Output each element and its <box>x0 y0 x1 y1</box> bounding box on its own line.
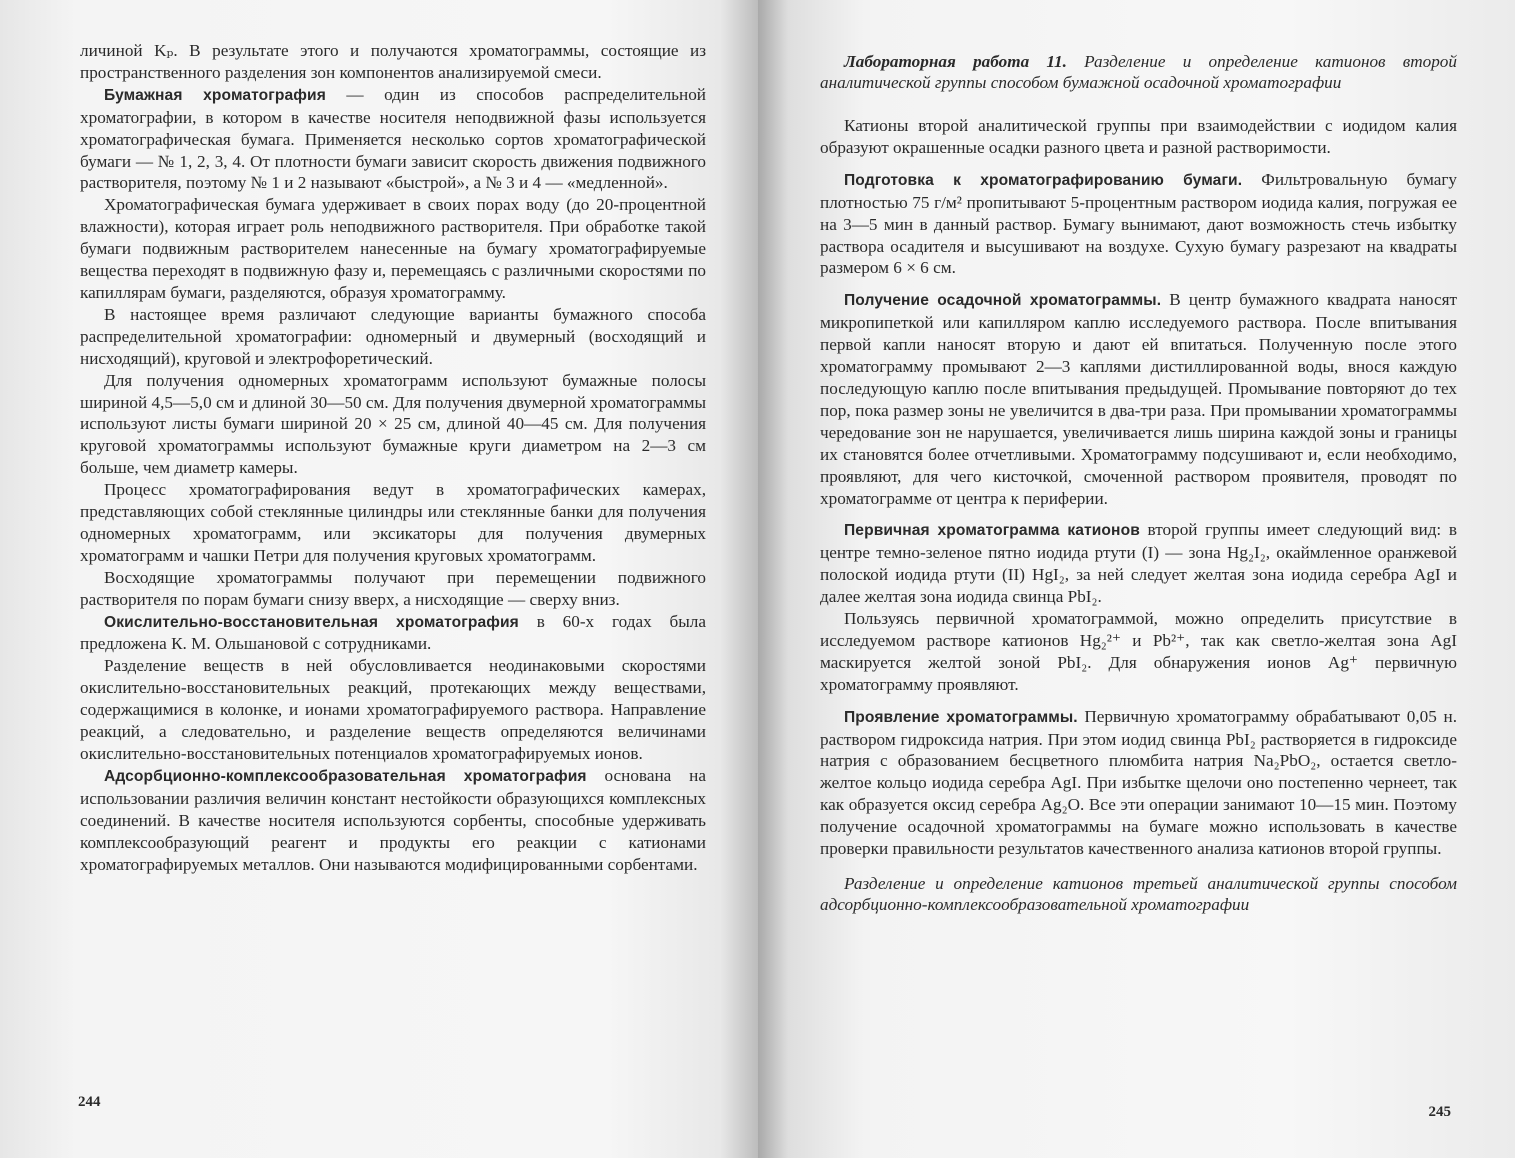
paragraph-body: В центр бумажного квадрата наносят микропипеткой или капилляром каплю исследуемого раствора. После впитывания первой капли наносят вторую и дают ей впитаться. Полученную после этого хроматограмму промывают 2—3 каплями дистиллированной воды, внося каждую последующую каплю после впитывания предыдущей. Промывание повторяют до тех пор, пока размер зоны не увеличится в два-три раза. При промывании хроматограммы чередование зон не нарушается, увеличивается лишь ширина каждой зоны и границы их становятся более отчетливыми. Хроматограмму подсушивают и, если необходимо, проявляют, для чего кисточкой, смоченной раствором проявителя, проводят по хроматограмме от центра к периферии. <box>820 290 1457 508</box>
term-adsorption-chromatography: Адсорбционно-комплексообразовательная хроматография <box>104 767 587 785</box>
paragraph <box>80 84 706 195</box>
paragraph <box>80 611 706 656</box>
page-number: 245 <box>1428 1104 1451 1120</box>
paragraph-body: второй группы имеет следующий вид: в центре темно-зеленое пятно иодида ртути (I) — зона Hg₂I₂, окаймленное оранжевой полоской иодида ртути (II) HgI₂, за ней следует желтая зона иодида серебра AgI и далее желтая зона иодида свинца PbI₂. <box>820 520 1457 607</box>
term-primary-chromatogram: Первичная хроматограмма катионов <box>844 522 1140 540</box>
paragraph: Для получения одномерных хроматограмм используют бумажные полосы шириной 4,5—5,0 см и длиной 30—50 см. Для получения двумерной хроматограммы используют листы бумаги шириной 20 × 25 см, длиной 40—45 см. Для получения круговой хроматограммы используют бумажные круги диаметром на 2—3 см больше, чем диаметр камеры. <box>80 370 707 478</box>
paragraph: В настоящее время различают следующие варианты бумажного способа распределительной хроматографии: одномерный и двумерный (восходящий и нисходящий), круговой и электрофоретический. <box>80 304 706 368</box>
paragraph-body: основана на использовании различия величин констант нестойкости образующихся комплексных соединений. В качестве носителя используются сорбенты, способные удерживать комплексообразующий реагент и продукты его реакции с катионами хроматографируемых металлов. Они называются модифицированными сорбентами. <box>80 765 706 874</box>
lab-work-heading <box>820 52 1457 93</box>
paragraph-body: Первичную хроматограмму обрабатывают 0,05 н. раствором гидроксида натрия. При этом иодид свинца PbI₂ растворяется в гидроксиде натрия с образованием бесцветного плюмбита натрия Na₂PbO₂, остается светло-желтое кольцо иодида серебра AgI. При избытке щелочи оно постепенно чернеет, так как образуется оксид серебра Ag₂O. Все эти операции занимают 10—15 мин. Поэтому получение осадочной хроматограммы на бумаге можно использовать в качестве проверки правильности результатов качественного анализа катионов второй группы. <box>820 706 1457 859</box>
lab-work-title: Лабораторная работа 11. <box>844 52 1067 71</box>
paragraph <box>820 519 1457 608</box>
paragraph-body: в 60-х годах была предложена К. М. Ольшановой с сотрудниками. <box>80 611 706 654</box>
term-paper-preparation: Подготовка к хроматографированию бумаги. <box>844 171 1243 189</box>
term-developing-chromatogram: Проявление хроматограммы. <box>844 708 1078 726</box>
term-paper-chromatography: Бумажная хроматография <box>104 86 326 104</box>
paragraph-body: — один из способов распределительной хроматографии, в котором в качестве носителя неподвижной фазы используется хроматографическая бумага. Применяется несколько сортов хроматографической бумаги — № 1, 2, 3, 4. От плотности бумаги зависит скорость движения подвижного растворителя, поэтому № 1 и 2 называют «быстрой», а № 3 и 4 — «медленной». <box>80 84 706 193</box>
term-redox-chromatography: Окислительно-восстановительная хроматография <box>104 613 519 631</box>
next-section-heading: Разделение и определение катионов третьей аналитической группы способом адсорбционно-комплексообразовательной хроматографии <box>820 874 1457 914</box>
paragraph: Хроматографическая бумага удерживает в своих порах воду (до 20-процентной влажности), которая играет роль неподвижного растворителя. При обработке такой бумаги подвижным растворителем нанесенные на бумагу хроматографируемые вещества переходят в подвижную фазу и, перемещаясь с различными скоростями по капиллярам бумаги, разделяются, образуя хроматограмму. <box>80 195 706 302</box>
term-obtaining-chromatogram: Получение осадочной хроматограммы. <box>844 292 1162 310</box>
paragraph <box>80 765 706 876</box>
paragraph: Катионы второй аналитической группы при взаимодействии с иодидом калия образуют окрашенные осадки разного цвета и разной растворимости. <box>820 116 1457 157</box>
left-page-text <box>80 40 706 875</box>
paragraph-body: Фильтровальную бумагу плотностью 75 г/м² пропитывают 5-процентным раствором иодида калия, погружая ее на 3—5 мин в данный раствор. Бумагу вынимают, дают возможность стечь избытку раствора осадителя и высушивают на воздухе. Сухую бумагу разрезают на квадраты размером 6 × 6 см. <box>820 169 1457 278</box>
lab-work-subtitle: Разделение и определение катионов второй аналитической группы способом бумажной осадочной хроматографии <box>820 52 1457 92</box>
paragraph <box>820 706 1457 860</box>
paragraph: Разделение веществ в ней обусловливается неодинаковыми скоростями окислительно-восстановительных реакций, протекающих между веществами, содержащимися в колонке, и ионами хроматографируемого раствора. Направление реакций, а следовательно, и разделение веществ определяются величинами окислительно-восстановительных потенциалов хроматографируемых ионов. <box>80 656 706 763</box>
paragraph: Восходящие хроматограммы получают при перемещении подвижного растворителя по порам бумаги снизу вверх, а нисходящие — сверху вниз. <box>80 567 706 609</box>
paragraph: Пользуясь первичной хроматограммой, можно определить присутствие в исследуемом растворе катионов Hg₂²⁺ и Pb²⁺, так как светло-желтая зона AgI маскируется желтой зоной PbI₂. Для обнаружения ионов Ag⁺ первичную хроматограмму проявляют. <box>820 609 1457 694</box>
right-page <box>758 0 1515 1158</box>
page-number: 244 <box>78 1094 101 1110</box>
paragraph <box>820 289 1457 509</box>
paragraph: Процесс хроматографирования ведут в хроматографических камерах, представляющих собой стеклянные цилиндры или стеклянные банки для получения одномерных хроматограмм, или эксикаторы для получения двумерных хроматограмм и чашки Петри для получения круговых хроматограмм. <box>80 480 706 565</box>
paragraph <box>820 169 1457 280</box>
right-page-text <box>820 115 1457 860</box>
paragraph: личиной Kₚ. В результате этого и получаются хроматограммы, состоящие из пространственного разделения зон компонентов анализируемой смеси. <box>80 41 706 82</box>
